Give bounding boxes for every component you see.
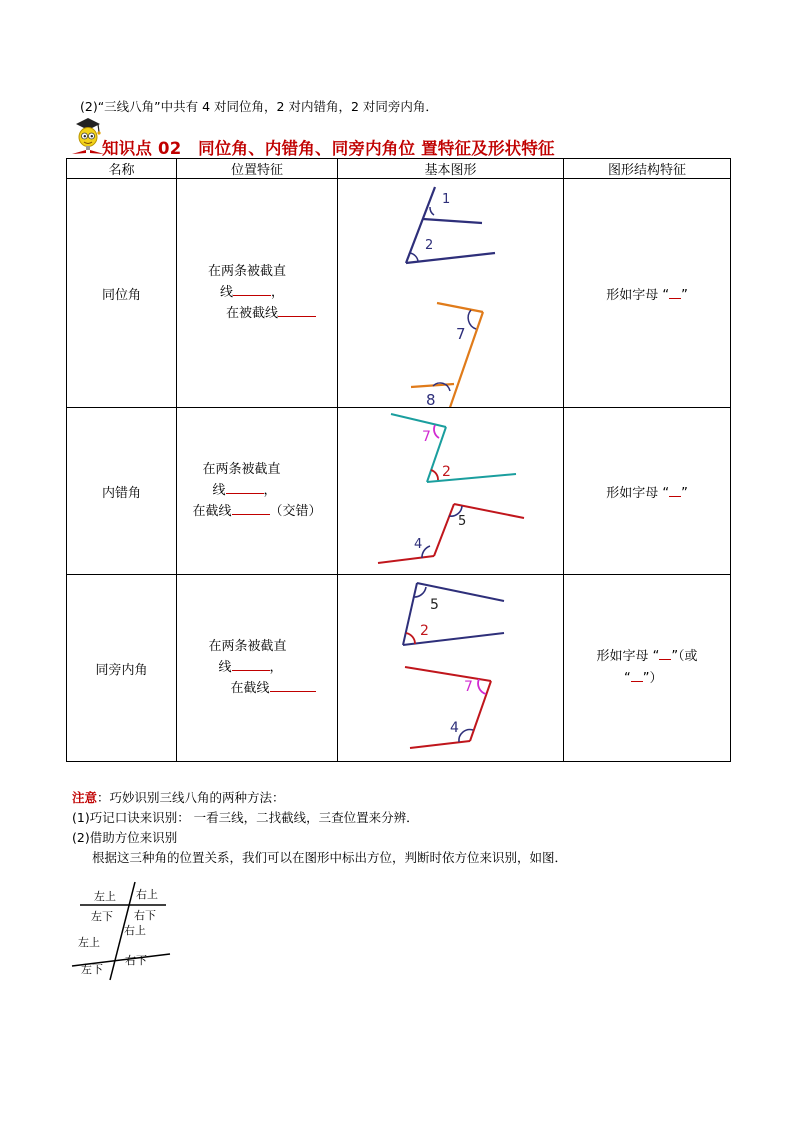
direction-label: 右上: [136, 888, 158, 901]
shape-blank: [669, 484, 681, 497]
shape-blank: [669, 286, 681, 299]
figure-label: 5: [430, 597, 439, 613]
figure-label: 7: [456, 325, 466, 343]
row-name: 同旁内角: [67, 575, 177, 762]
corresponding-angle-figure: [338, 179, 563, 407]
pos-line: 在两条被截直: [202, 462, 281, 477]
alternate-angle-figure: [338, 408, 563, 574]
row-name: 同位角: [67, 179, 177, 408]
direction-figure: [70, 876, 180, 986]
basic-figure: [338, 575, 564, 762]
section-heading: [72, 116, 692, 156]
position-feature: 在两条被截直 线 ， 在截线: [177, 575, 338, 762]
table-row-same-side: [67, 575, 731, 762]
figure-label: 7: [464, 679, 473, 695]
figure-label: 5: [458, 514, 467, 529]
figure-label: 4: [450, 720, 459, 736]
shape-blank: [631, 669, 643, 682]
shape-blank: [659, 647, 671, 660]
header-figure: 基本图形: [338, 159, 564, 179]
figure-label: 2: [420, 623, 429, 639]
direction-label: 左上: [78, 936, 100, 949]
same-side-angle-figure: [338, 575, 563, 761]
direction-label: 右下: [134, 909, 156, 922]
direction-label: 右下: [125, 954, 147, 967]
structure-feature: 形如字母 “ ”: [564, 408, 731, 575]
notes-label: 注意: [72, 790, 98, 805]
figure-label: 8: [426, 391, 436, 407]
figure-label: 4: [414, 537, 423, 552]
table-header-row: [67, 159, 731, 179]
structure-feature: 形如字母 “ ”: [564, 179, 731, 408]
answer-blank: [226, 480, 264, 494]
row-name: 内错角: [67, 408, 177, 575]
intro-text: (2)“三线八角”中共有 4 对同位角，2 对内错角，2 对同旁内角．: [80, 99, 438, 114]
figure-label: 2: [442, 464, 451, 480]
basic-figure: [338, 408, 564, 575]
note-line: (2)借助方位来识别: [72, 830, 178, 845]
answer-blank: [232, 501, 270, 515]
figure-label: 2: [425, 238, 434, 253]
basic-figure: [338, 179, 564, 408]
direction-label: 右上: [124, 924, 146, 937]
knowledge-table: [66, 158, 731, 762]
direction-label: 左下: [81, 963, 103, 976]
table-row-alternate: [67, 408, 731, 575]
header-name: 名称: [67, 159, 177, 179]
answer-blank: [278, 303, 316, 317]
notes-section: 注意：巧妙识别三线八角的两种方法： (1)巧记口诀来识别： 一看三线，二找截线，三查位置来分辨． (2)借助方位来识别 根据这三种角的位置关系，我们可以在图形中标出方位，判断时依方位来识别，如图．: [72, 788, 567, 868]
structure-feature: 形如字母 “ ”（或 “ ”）: [564, 575, 731, 762]
answer-blank: [232, 657, 270, 671]
pos-line: 在两条被截直: [207, 264, 286, 279]
answer-blank: [270, 678, 316, 692]
figure-label: 7: [422, 429, 431, 445]
direction-label: 左下: [91, 910, 113, 923]
scholar-mascot-icon: [72, 116, 104, 156]
figure-label: 1: [442, 192, 451, 207]
direction-label: 左上: [94, 890, 116, 903]
pos-line: 在两条被截直: [208, 639, 287, 654]
header-structure: 图形结构特征: [564, 159, 731, 179]
note-line: (1)巧记口诀来识别： 一看三线，二找截线，三查位置来分辨．: [72, 810, 419, 825]
position-feature: 在两条被截直 线 ， 在截线 （交错）: [177, 408, 338, 575]
header-position: 位置特征: [177, 159, 338, 179]
note-line: 根据这三种角的位置关系，我们可以在图形中标出方位，判断时依方位来识别，如图．: [92, 850, 568, 865]
answer-blank: [233, 282, 271, 296]
section-title: 知识点 02 同位角、内错角、同旁内角位 置特征及形状特征: [102, 139, 555, 158]
table-row-corresponding: [67, 179, 731, 408]
position-feature: 在两条被截直 线 ， 在被截线: [177, 179, 338, 408]
